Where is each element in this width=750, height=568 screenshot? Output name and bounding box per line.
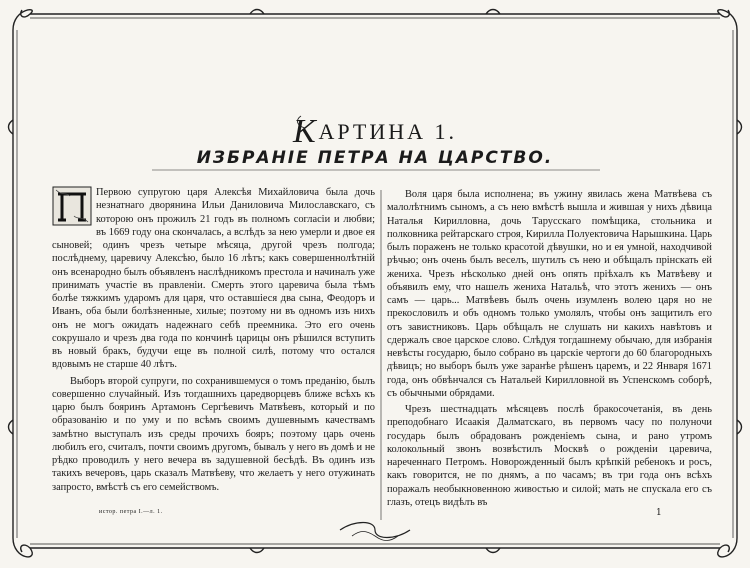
left-column	[52, 186, 375, 494]
chapter-heading-text: АРТИНА 1.	[318, 119, 458, 144]
paragraph: Первою супругою царя Алексѣя Михайловича была дочь незнатнаго дворянина Ильи Даниловича Милославскаго, съ которою онъ прожилъ 21 годъ въ полномъ согласіи и любви; въ 1669 году она скончалась, а вслѣдъ за нею умерли и двое ея сыновей; одинъ чрезъ четыре мѣсяца, другой чрезъ полгода; послѣднему, царевичу Алексѣю, было 16 лѣтъ; какъ совершеннолѣтній онъ всенародно былъ объявленъ наслѣдникомъ престола и начиналъ уже принимать участіе въ правленіи. Смерть этого царевича была тѣмъ болѣе тяжкимъ ударомъ для царя, что оставшіеся два сына, Феодоръ и Иванъ, оба были болѣзненные, хилые; поэтому ни въ одномъ изъ нихъ онъ не могъ ожидать надежнаго себѣ преемника. Это его очень сокрушало и чрезъ два года по кончинѣ царицы онъ рѣшился вступить въ новый бракъ, будучи еще въ полной силѣ, потому что остался вдовымъ не старше 40 лѣтъ.	[52, 187, 375, 371]
page-mark: 1	[656, 508, 662, 518]
paragraph: Чрезъ шестнадцать мѣсяцевъ послѣ бракосочетанія, въ день преподобнаго Исаакія Далматскаго, въ первомъ часу по полуночи государь былъ обрадованъ рожденіемъ сына, и рано утромъ колокольный звонъ возвѣстилъ Москвѣ о рожденіи царевича, нареченнаго Петромъ. Новорожденный былъ крѣпкій ребенокъ и росъ, какъ говорится, не по днямъ, а по часамъ; въ три года онъ всѣхъ поражалъ необыкновенною живостью и силой; мать не спускала его съ глазъ, отецъ видѣлъ въ	[387, 404, 712, 508]
chapter-heading	[0, 113, 750, 151]
paragraph: Выборъ второй супруги, по сохранившемуся о томъ преданію, былъ совершенно случайный. Изъ тогдашнихъ царедворцевъ ближе всѣхъ къ царю былъ бояринъ Артамонъ Сергѣевичъ Матвѣевъ, который и по образованію и по уму и по всѣмъ своимъ душевнымъ качествамъ замѣтно выступалъ изъ среды прочихъ бояръ; поэтому царь очень любилъ его, считалъ, почти своимъ другомъ, бывалъ у него въ домѣ и не рѣдко проводилъ у него вечера въ задушевной бесѣдѣ. Въ одинъ изъ такихъ вечеровъ, царь сказалъ Матвѣеву, что желаетъ у него отужинать запросто, вмѣстѣ съ его семействомъ.	[52, 375, 375, 493]
printer-signature: истор. петра I.—л. 1.	[99, 509, 163, 515]
chapter-heading-initial: К	[292, 113, 319, 150]
right-column	[387, 188, 712, 509]
chapter-subtitle: ИЗБРАНІЕ ПЕТРА НА ЦАРСТВО.	[196, 148, 554, 168]
paragraph: Воля царя была исполнена; въ ужину явилась жена Матвѣева съ малолѣтнимъ сыномъ, а съ нею вмѣстѣ вышла и жившая у нихъ дѣвица Наталья Кирилловна, дочь Тарусскаго помѣщика, стольника и полковника рейтарскаго строя, Кирилла Полуектовича Нарышкина. Царь былъ пораженъ не только красотой дѣвушки, но и ея умной, находчивой рѣчью; онъ очень былъ веселъ, шутилъ съ нею и обѣщалъ прінскать ей жениха. Чрезъ нѣсколько дней онъ опять пріѣхалъ къ Матвѣеву и объявилъ ему, что нашелъ жениха Натальѣ, что этотъ женихъ — онъ самъ — царь... Матвѣевъ былъ очень изумленъ волею царя но не прекословилъ и объ одномъ только умолялъ, чтобы онъ защитилъ его отъ завистниковъ. Царь обѣщалъ не слушать ни какихъ навѣтовъ и сдержалъ свое царское слово. Слѣдуя тогдашнему обычаю, для избранія невѣсты государю, было собрано въ царскіе чертоги до 60 благородныхъ дѣвицъ; но выборъ былъ уже заранѣе рѣшенъ царемъ, и 22 Января 1671 года, онъ обвѣнчался съ Натальей Кирилловной въ Успенскомъ соборѣ, съ обычными обрядами.	[387, 189, 712, 399]
decorative-initial-letter	[52, 186, 92, 226]
